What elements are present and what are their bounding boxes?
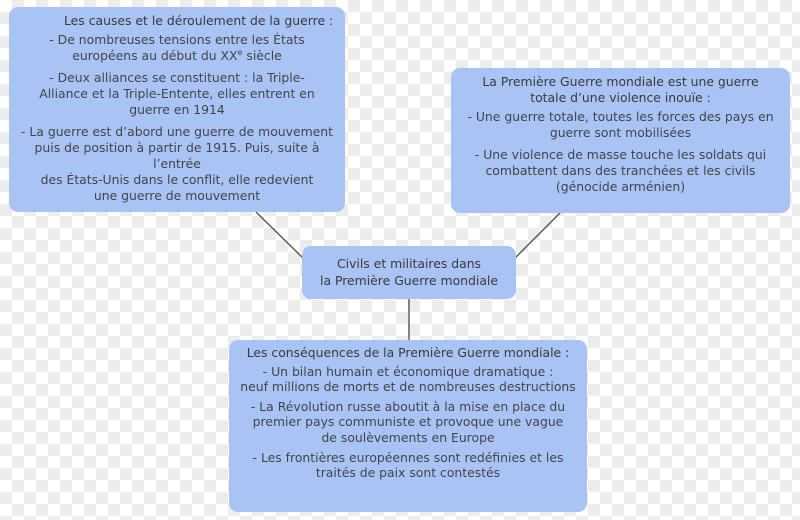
- causes-item-alliances-line-3: guerre en 1914: [129, 102, 225, 117]
- central-topic-line-1: Civils et militaires dans: [336, 256, 482, 271]
- causes-title: Les causes et le déroulement de la guerre :: [64, 13, 334, 28]
- central-topic-box: [302, 246, 516, 299]
- consequences-item-borders-line-1: - Les frontières européennes sont redéfinies et les: [252, 449, 564, 465]
- central-topic-line-2: la Première Guerre mondiale: [320, 273, 498, 288]
- total-war-title-line-1: La Première Guerre mondiale est une guerre: [482, 74, 759, 89]
- consequences-title: Les conséquences de la Première Guerre mondiale :: [246, 345, 570, 360]
- total-war-item-mobilisation-line-1: - Une guerre totale, toutes les forces des pays en: [467, 109, 774, 124]
- consequences-item-revolution-line-2: premier pays communiste et provoque une vague: [252, 414, 564, 430]
- century-superscript: e: [237, 48, 243, 57]
- causes-item-alliances: [17, 70, 337, 118]
- total-war-item-violence-line-3: (génocide arménien): [555, 179, 686, 194]
- consequences-item-toll-line-1: - Un bilan humain et économique dramatique :: [262, 363, 554, 379]
- causes-item-war-course-line-3: des États-Unis dans le conflit, elle redevient: [40, 172, 314, 187]
- connector-causes: [256, 212, 305, 260]
- consequences-item-revolution: [239, 399, 577, 446]
- total-war-item-violence-line-1: - Une violence de masse touche les soldats qui: [474, 147, 767, 162]
- total-war-item-violence: [461, 147, 780, 195]
- causes-box: [9, 7, 345, 212]
- total-war-box: [451, 68, 790, 213]
- total-war-item-mobilisation-line-2: guerre sont mobilisées: [549, 125, 692, 140]
- connector-total-war: [513, 213, 560, 260]
- consequences-item-borders-line-2: traités de paix sont contestés: [315, 465, 501, 481]
- causes-item-war-course-line-2: puis de position à partir de 1915. Puis, suite à l’entrée: [34, 140, 320, 171]
- causes-item-war-course-line-1: - La guerre est d’abord une guerre de mouvement: [20, 124, 333, 139]
- causes-item-alliances-line-1: - Deux alliances se constituent : la Triple-: [49, 70, 305, 85]
- causes-item-war-course: [17, 124, 337, 204]
- causes-item-alliances-line-2: Alliance et la Triple-Entente, elles entrent en: [39, 86, 315, 101]
- consequences-box: [229, 340, 587, 512]
- causes-item-tensions-line-1: - De nombreuses tensions entre les États: [49, 32, 305, 47]
- total-war-title: [461, 74, 780, 106]
- consequences-item-toll-line-2: neuf millions de morts et de nombreuses destructions: [240, 379, 576, 395]
- total-war-item-mobilisation: [461, 109, 780, 141]
- consequences-item-revolution-line-1: - La Révolution russe aboutit à la mise en place du: [250, 398, 566, 414]
- causes-item-tensions: [17, 32, 337, 64]
- consequences-item-revolution-line-3: de soulèvements en Europe: [321, 429, 495, 445]
- century-suffix: siècle: [242, 48, 282, 63]
- century-text: européens au début du XX: [72, 48, 238, 63]
- consequences-item-toll: [239, 364, 577, 395]
- causes-item-tensions-line-2: [17, 48, 337, 64]
- total-war-title-line-2: totale d’une violence inouïe :: [530, 90, 711, 105]
- causes-item-war-course-line-4: une guerre de mouvement: [93, 188, 261, 203]
- consequences-item-borders: [239, 450, 577, 481]
- total-war-item-violence-line-2: combattent dans des tranchées et les civils: [485, 163, 756, 178]
